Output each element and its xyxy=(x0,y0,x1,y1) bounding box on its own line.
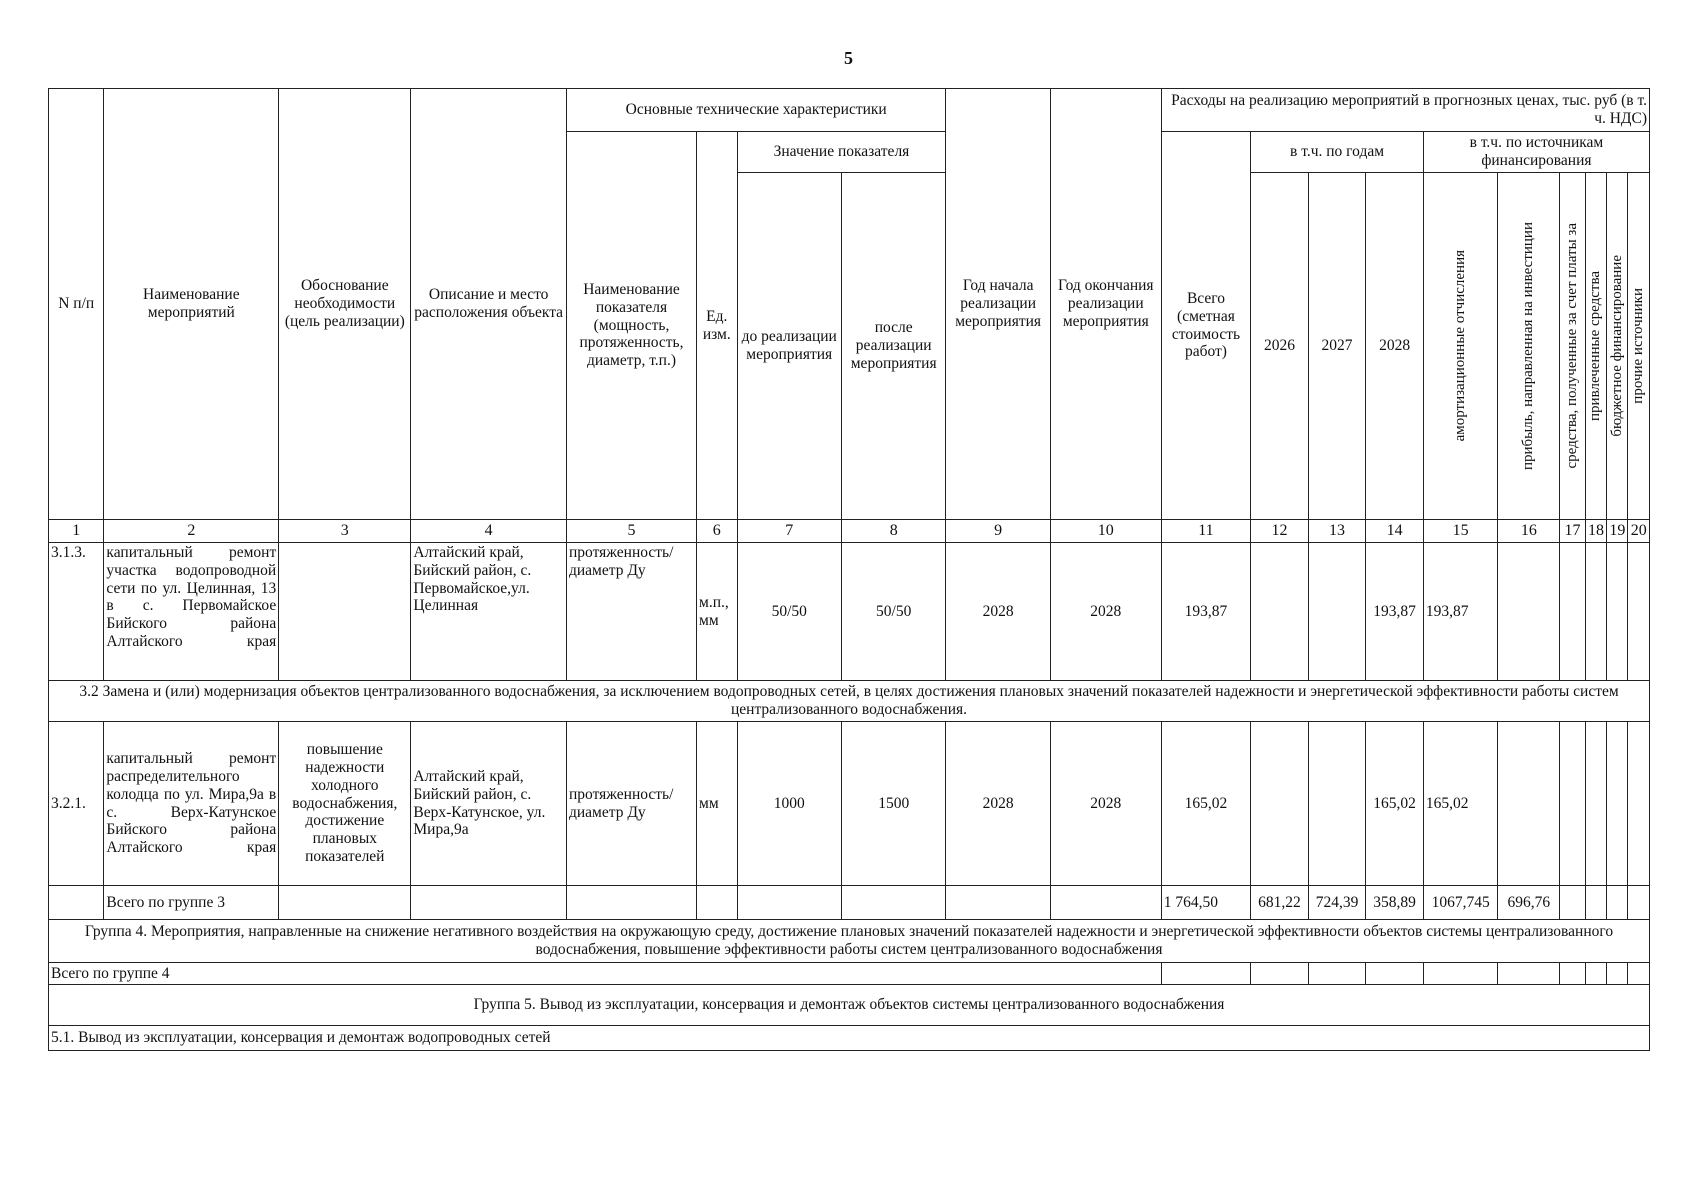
budget-value xyxy=(1607,543,1628,681)
row-number: 3.2.1. xyxy=(49,722,104,886)
investment-table-container xyxy=(48,88,1650,1051)
indicator-name: протяженность/ диаметр Ду xyxy=(566,722,696,886)
empty-cell xyxy=(1607,886,1628,920)
group-4-title: Группа 4. Мероприятия, направленные на снижение негативного воздействия на окружающую среду, достижение плановых значений показателей надежности и энергетической эффективности объектов системы централизованного водоснабжения, повышение эффективности работы систем централизованного водоснабжения xyxy=(49,920,1650,963)
column-number: 7 xyxy=(737,520,841,543)
column-number-row xyxy=(49,520,1650,543)
header-year-2027: 2027 xyxy=(1308,173,1366,520)
column-number: 3 xyxy=(279,520,411,543)
end-year: 2028 xyxy=(1050,543,1161,681)
group-3-total-label: Всего по группе 3 xyxy=(104,886,279,920)
header-unit: Ед. изм. xyxy=(697,132,738,520)
empty-cell xyxy=(1607,963,1628,985)
empty-cell xyxy=(49,886,104,920)
column-number: 15 xyxy=(1423,520,1498,543)
column-number: 14 xyxy=(1366,520,1424,543)
group-3-cost-2028: 358,89 xyxy=(1366,886,1424,920)
empty-cell xyxy=(1560,886,1586,920)
empty-cell xyxy=(946,886,1050,920)
end-year: 2028 xyxy=(1050,722,1161,886)
column-number: 18 xyxy=(1585,520,1606,543)
header-start-year: Год начала реализации мероприятия xyxy=(946,89,1050,520)
table-row xyxy=(49,722,1650,886)
indicator-name: протяженность/ диаметр Ду xyxy=(566,543,696,681)
header-fees xyxy=(1560,173,1586,520)
header-sources-group: в т.ч. по источникам финансирования xyxy=(1423,132,1649,173)
empty-cell xyxy=(1585,886,1606,920)
value-after: 1500 xyxy=(841,722,945,886)
header-row-1 xyxy=(49,89,1650,132)
empty-cell xyxy=(411,886,567,920)
column-number: 8 xyxy=(841,520,945,543)
header-other-text: прочие источники xyxy=(1630,288,1647,404)
header-cost-group: Расходы на реализацию мероприятий в прогнозных ценах, тыс. руб (в т. ч. НДС) xyxy=(1161,89,1649,132)
empty-cell xyxy=(1560,963,1586,985)
header-end-year: Год окончания реализации мероприятия xyxy=(1050,89,1161,520)
empty-cell xyxy=(1366,963,1424,985)
header-location: Описание и место расположения объекта xyxy=(411,89,567,520)
cost-2027 xyxy=(1308,722,1366,886)
header-attracted xyxy=(1585,173,1606,520)
group-4-row xyxy=(49,920,1650,963)
group-3-cost-2027: 724,39 xyxy=(1308,886,1366,920)
header-profit-text: прибыль, направленная на инвестиции xyxy=(1520,222,1537,470)
empty-cell xyxy=(1161,963,1251,985)
other-value xyxy=(1628,722,1650,886)
header-value-group: Значение показателя xyxy=(737,132,946,173)
section-5-1-title: 5.1. Вывод из эксплуатации, консервация и демонтаж водопроводных сетей xyxy=(49,1026,1650,1051)
column-number: 6 xyxy=(697,520,738,543)
group-3-total-row xyxy=(49,886,1650,920)
amortization-value: 165,02 xyxy=(1423,722,1498,886)
group-3-profit: 696,76 xyxy=(1498,886,1560,920)
header-fees-text: средства, полученные за счет платы за xyxy=(1563,223,1580,469)
cost-2028: 165,02 xyxy=(1366,722,1424,886)
empty-cell xyxy=(1050,886,1161,920)
empty-cell xyxy=(1498,963,1560,985)
column-number: 5 xyxy=(566,520,696,543)
value-after: 50/50 xyxy=(841,543,945,681)
header-amortization xyxy=(1423,173,1498,520)
event-name: капитальный ремонт распределительного колодца по ул. Мира,9а в с. Верх-Катунское Бийского района Алтайского края xyxy=(104,722,279,886)
investment-table xyxy=(48,88,1650,1051)
event-name: капитальный ремонт участка водопроводной сети по ул. Целинная, 13 в с. Первомайское Бийского района Алтайского края xyxy=(104,543,279,681)
column-number: 4 xyxy=(411,520,567,543)
cost-2028: 193,87 xyxy=(1366,543,1424,681)
empty-cell xyxy=(566,886,696,920)
empty-cell xyxy=(737,886,841,920)
cost-2027 xyxy=(1308,543,1366,681)
header-total: Всего (сметная стоимость работ) xyxy=(1161,132,1251,520)
section-row xyxy=(49,681,1650,722)
total-cost: 193,87 xyxy=(1161,543,1251,681)
column-number: 2 xyxy=(104,520,279,543)
event-location: Алтайский край, Бийский район, с. Верх-Катунское, ул. Мира,9а xyxy=(411,722,567,886)
header-year-2026: 2026 xyxy=(1251,173,1309,520)
header-year-2028: 2028 xyxy=(1366,173,1424,520)
column-number: 16 xyxy=(1498,520,1560,543)
column-number: 20 xyxy=(1628,520,1650,543)
cost-2026 xyxy=(1251,543,1309,681)
column-number: 9 xyxy=(946,520,1050,543)
section-5-1-row xyxy=(49,1026,1650,1051)
column-number: 13 xyxy=(1308,520,1366,543)
empty-cell xyxy=(1251,963,1309,985)
empty-cell xyxy=(1423,963,1498,985)
group-3-total-cost: 1 764,50 xyxy=(1161,886,1251,920)
column-number: 12 xyxy=(1251,520,1309,543)
empty-cell xyxy=(1628,886,1650,920)
column-number: 11 xyxy=(1161,520,1251,543)
other-value xyxy=(1628,543,1650,681)
column-number: 10 xyxy=(1050,520,1161,543)
event-reason xyxy=(279,543,411,681)
start-year: 2028 xyxy=(946,543,1050,681)
header-before: до реализации мероприятия xyxy=(737,173,841,520)
value-before: 50/50 xyxy=(737,543,841,681)
amortization-value: 193,87 xyxy=(1423,543,1498,681)
empty-cell xyxy=(697,886,738,920)
section-3-2-title: 3.2 Замена и (или) модернизация объектов централизованного водоснабжения, за исключением водопроводных сетей, в целях достижения плановых значений показателей надежности и энергетической эффективности работы систем централизованного водоснабжения. xyxy=(49,681,1650,722)
group-3-amortization: 1067,745 xyxy=(1423,886,1498,920)
cost-2026 xyxy=(1251,722,1309,886)
start-year: 2028 xyxy=(946,722,1050,886)
group-3-cost-2026: 681,22 xyxy=(1251,886,1309,920)
table-row xyxy=(49,543,1650,681)
total-cost: 165,02 xyxy=(1161,722,1251,886)
column-number: 17 xyxy=(1560,520,1586,543)
header-name: Наименование мероприятий xyxy=(104,89,279,520)
header-reason: Обоснование необходимости (цель реализации) xyxy=(279,89,411,520)
header-num: N п/п xyxy=(49,89,104,520)
row-number: 3.1.3. xyxy=(49,543,104,681)
group-5-row xyxy=(49,985,1650,1026)
header-after: после реализации мероприятия xyxy=(841,173,945,520)
event-reason: повышение надежности холодного водоснабжения, достижение плановых показателей xyxy=(279,722,411,886)
header-amortization-text: амортизационные отчисления xyxy=(1452,250,1469,442)
group-4-total-label: Всего по группе 4 xyxy=(49,963,1162,985)
column-number: 1 xyxy=(49,520,104,543)
column-number: 19 xyxy=(1607,520,1628,543)
page-number: 5 xyxy=(844,48,853,68)
group-4-total-row xyxy=(49,963,1650,985)
empty-cell xyxy=(1628,963,1650,985)
header-tech-group: Основные технические характеристики xyxy=(566,89,945,132)
attracted-value xyxy=(1585,722,1606,886)
empty-cell xyxy=(279,886,411,920)
header-budget xyxy=(1607,173,1628,520)
header-attracted-text: привлеченные средства xyxy=(1587,271,1604,421)
group-5-title: Группа 5. Вывод из эксплуатации, консервация и демонтаж объектов системы централизованного водоснабжения xyxy=(49,985,1650,1026)
profit-value xyxy=(1498,722,1560,886)
value-before: 1000 xyxy=(737,722,841,886)
empty-cell xyxy=(1585,963,1606,985)
header-other xyxy=(1628,173,1650,520)
header-years-group: в т.ч. по годам xyxy=(1251,132,1424,173)
empty-cell xyxy=(1308,963,1366,985)
fees-value xyxy=(1560,543,1586,681)
empty-cell xyxy=(841,886,945,920)
profit-value xyxy=(1498,543,1560,681)
budget-value xyxy=(1607,722,1628,886)
header-profit xyxy=(1498,173,1560,520)
header-budget-text: бюджетное финансирование xyxy=(1608,255,1625,437)
unit: м.п., мм xyxy=(697,543,738,681)
unit: мм xyxy=(697,722,738,886)
header-indicator: Наименование показателя (мощность, протяженность, диаметр, т.п.) xyxy=(566,132,696,520)
attracted-value xyxy=(1585,543,1606,681)
event-location: Алтайский край, Бийский район, с. Первомайское,ул. Целинная xyxy=(411,543,567,681)
fees-value xyxy=(1560,722,1586,886)
